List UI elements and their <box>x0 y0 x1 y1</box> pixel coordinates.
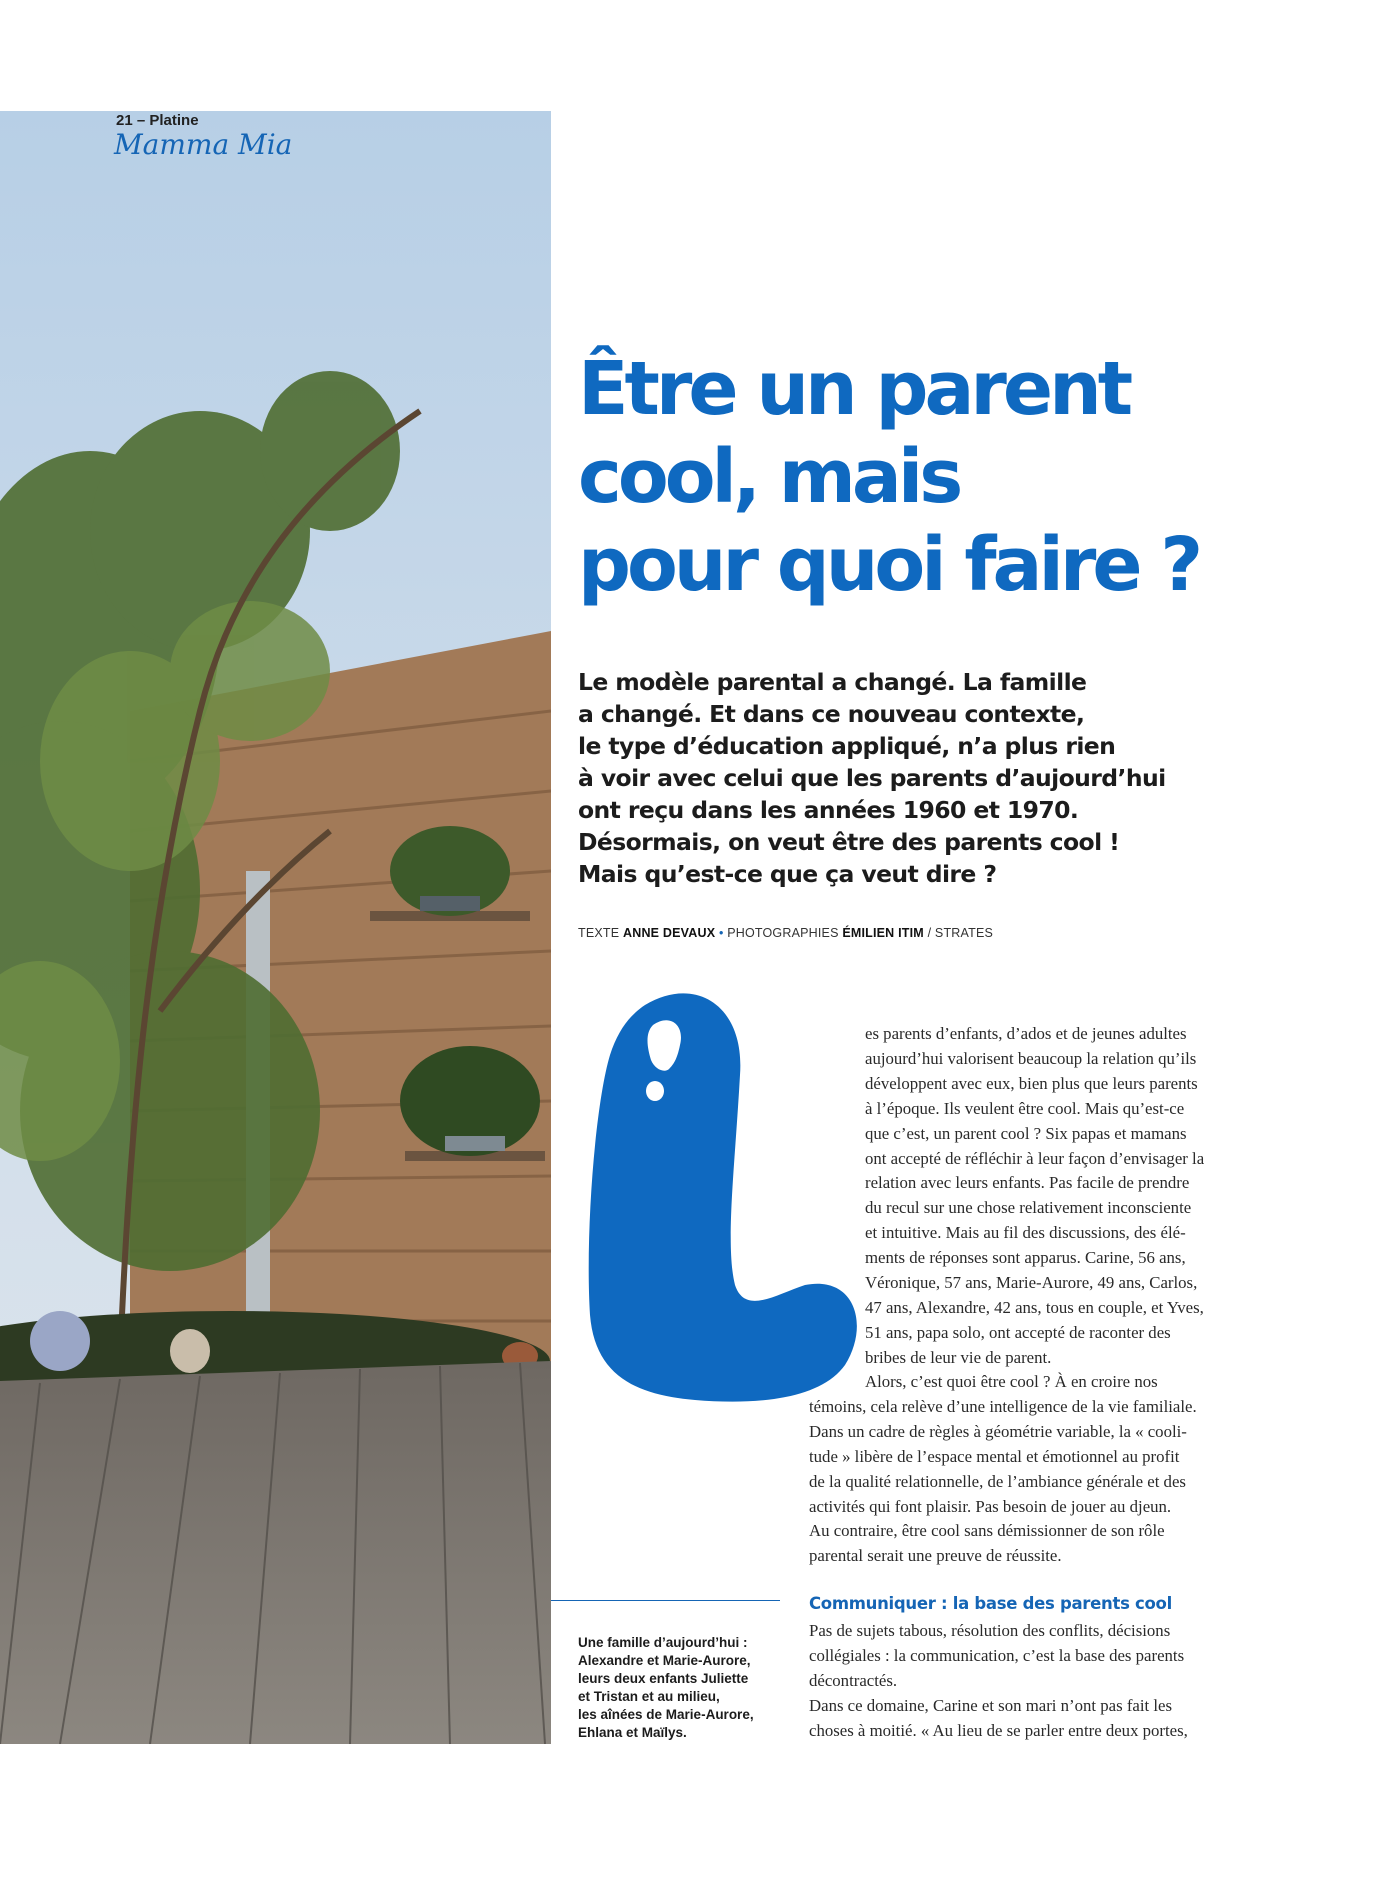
body-line: Dans ce domaine, Carine et son mari n’ont pas fait les <box>809 1695 1173 1715</box>
body-line: ont accepté de réfléchir à leur façon d’envisager la <box>865 1148 1205 1168</box>
photo-caption <box>578 1634 788 1742</box>
credit-author: ANNE DEVAUX <box>622 926 716 940</box>
section-rubric: Mamma Mia <box>114 128 293 161</box>
body-line: du recul sur une chose relativement inconsciente <box>865 1198 1192 1218</box>
article-lead <box>578 666 1218 890</box>
article-section-column <box>809 1619 1241 1744</box>
caption-line: et Tristan et au milieu, <box>578 1689 720 1704</box>
caption-line: Ehlana et Maïlys. <box>578 1725 687 1740</box>
caption-line: les aînées de Marie-Aurore, <box>578 1707 754 1722</box>
body-line: choses à moitié. « Au lieu de se parler entre deux portes, <box>809 1720 1188 1740</box>
credit-photo-label: PHOTOGRAPHIES <box>727 926 839 940</box>
section-heading: Communiquer : la base des parents cool <box>809 1594 1172 1613</box>
body-line: aujourd’hui valorisent beaucoup la relation qu’ils <box>865 1048 1197 1068</box>
body-line: Véronique, 57 ans, Marie-Aurore, 49 ans, Carlos, <box>865 1273 1198 1293</box>
lead-line: le type d’éducation appliqué, n’a plus rien <box>578 732 1116 760</box>
body-line: de la qualité relationnelle, de l’ambiance générale et des <box>809 1471 1186 1491</box>
credit-separator: • <box>718 926 724 940</box>
body-line: relation avec leurs enfants. Pas facile de prendre <box>865 1173 1190 1193</box>
body-line: et intuitive. Mais au fil des discussions, des élé- <box>865 1223 1186 1243</box>
dropcap-letter <box>585 985 860 1405</box>
body-line: tude » libère de l’espace mental et émotionnel au profit <box>809 1446 1180 1466</box>
body-line: Dans un cadre de règles à géométrie variable, la « cooli- <box>809 1421 1187 1441</box>
body-line: que c’est, un parent cool ? Six papas et mamans <box>865 1123 1187 1143</box>
headline-line: cool, mais <box>578 434 960 520</box>
caption-line: leurs deux enfants Juliette <box>578 1671 749 1686</box>
article-credits <box>578 926 993 940</box>
credit-agency: / STRATES <box>927 926 994 940</box>
article-headline <box>578 345 1278 609</box>
credit-text-label: TEXTE <box>578 926 620 940</box>
body-line: décontractés. <box>809 1670 898 1690</box>
article-main-column <box>809 1370 1241 1569</box>
lead-line: Désormais, on veut être des parents cool ! <box>578 828 1120 856</box>
body-line: ments de réponses sont apparus. Carine, 56 ans, <box>865 1248 1186 1268</box>
body-line: es parents d’enfants, d’ados et de jeunes adultes <box>865 1024 1187 1043</box>
headline-line: pour quoi faire ? <box>578 522 1200 608</box>
family-terrace-photo <box>0 111 551 1744</box>
lead-line: Le modèle parental a changé. La famille <box>578 668 1087 696</box>
lead-line: ont reçu dans les années 1960 et 1970. <box>578 796 1079 824</box>
headline-line: Être un parent <box>578 346 1130 432</box>
caption-line: Une famille d’aujourd’hui : <box>578 1635 748 1650</box>
article-intro-column <box>865 1022 1241 1371</box>
body-line: collégiales : la communication, c’est la base des parents <box>809 1645 1185 1665</box>
body-line: bribes de leur vie de parent. <box>865 1347 1052 1367</box>
body-line: Au contraire, être cool sans démissionner de son rôle <box>809 1521 1165 1541</box>
caption-divider <box>551 1600 780 1601</box>
body-line: activités qui font plaisir. Pas besoin de jouer au djeun. <box>809 1496 1172 1516</box>
body-line: développent avec eux, bien plus que leurs parents <box>865 1073 1198 1093</box>
body-line: parental serait une preuve de réussite. <box>809 1546 1062 1566</box>
page-folio: 21 – Platine <box>116 112 199 129</box>
body-line: Pas de sujets tabous, résolution des conflits, décisions <box>809 1621 1171 1640</box>
body-line: 51 ans, papa solo, ont accepté de raconter des <box>865 1322 1171 1342</box>
body-line: à l’époque. Ils veulent être cool. Mais qu’est-ce <box>865 1098 1185 1118</box>
body-line: Alors, c’est quoi être cool ? À en croire nos <box>865 1372 1158 1391</box>
lead-line: à voir avec celui que les parents d’aujourd’hui <box>578 764 1166 792</box>
credit-photographer: ÉMILIEN ITIM <box>842 926 924 940</box>
lead-line: a changé. Et dans ce nouveau contexte, <box>578 700 1085 728</box>
body-line: 47 ans, Alexandre, 42 ans, tous en couple, et Yves, <box>865 1297 1204 1317</box>
body-line: témoins, cela relève d’une intelligence de la vie familiale. <box>809 1396 1197 1416</box>
lead-line: Mais qu’est-ce que ça veut dire ? <box>578 860 997 888</box>
caption-line: Alexandre et Marie-Aurore, <box>578 1653 751 1668</box>
